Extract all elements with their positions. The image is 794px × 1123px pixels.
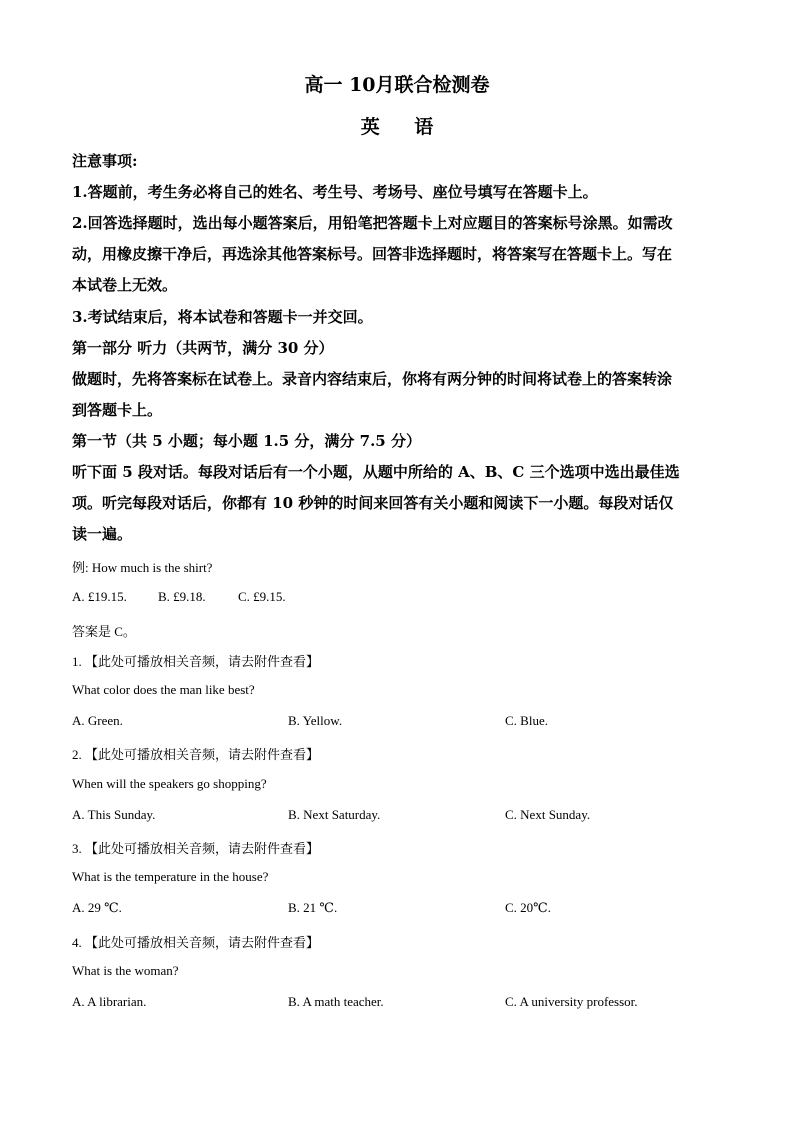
question-1-option-b: B. Yellow. (288, 713, 343, 728)
question-4-option-c: C. A university professor. (505, 994, 638, 1009)
notice-item-3: 3.考试结束后，将本试卷和答题卡一并交回。 (72, 308, 373, 326)
question-3-text: What is the temperature in the house? (72, 869, 269, 884)
question-1-option-c: C. Blue. (505, 713, 548, 728)
example-question: 例: How much is the shirt? (72, 560, 213, 575)
part1-desc-line-1: 做题时，先将答案标在试卷上。录音内容结束后，你将有两分钟的时间将试卷上的答案转涂 (72, 370, 673, 388)
section1-heading: 第一节（共 5 小题；每小题 1.5 分，满分 7.5 分） (72, 432, 421, 450)
question-2-label[interactable]: 2. 【此处可播放相关音频，请去附件查看】 (72, 747, 320, 762)
section1-desc-line-2: 项。听完每段对话后，你都有 10 秒钟的时间来回答有关小题和阅读下一小题。每段对话仅 (72, 494, 674, 512)
section1-desc-line-3: 读一遍。 (72, 525, 133, 543)
notice-item-2-line-2: 动，用橡皮擦干净后，再选涂其他答案标号。回答非选择题时，将答案写在答题卡上。写在 (72, 245, 673, 263)
question-1-label[interactable]: 1. 【此处可播放相关音频，请去附件查看】 (72, 654, 320, 669)
exam-title: 高一 10月联合检测卷 (304, 74, 490, 96)
question-1-option-a: A. Green. (72, 713, 123, 728)
question-2-option-c: C. Next Sunday. (505, 807, 591, 822)
question-1-text: What color does the man like best? (72, 682, 255, 697)
subject-title: 英 语 (360, 116, 448, 138)
question-4-label[interactable]: 4. 【此处可播放相关音频，请去附件查看】 (72, 935, 320, 950)
notice-item-2-line-1: 2.回答选择题时，选出每小题答案后，用铅笔把答题卡上对应题目的答案标号涂黑。如需改 (72, 214, 673, 232)
question-3-option-c: C. 20℃. (505, 900, 551, 915)
question-2-option-a: A. This Sunday. (72, 807, 156, 822)
part1-heading: 第一部分 听力（共两节，满分 30 分） (72, 339, 334, 357)
question-4-option-b: B. A math teacher. (288, 994, 384, 1009)
question-3-label[interactable]: 3. 【此处可播放相关音频，请去附件查看】 (72, 841, 320, 856)
example-option-a: A. £19.15. (72, 589, 127, 604)
section1-desc-line-1: 听下面 5 段对话。每段对话后有一个小题，从题中所给的 A、B、C 三个选项中选出最佳选 (72, 463, 680, 481)
example-option-c: C. £9.15. (238, 589, 286, 604)
part1-desc-line-2: 到答题卡上。 (72, 401, 163, 419)
question-2-option-b: B. Next Saturday. (288, 807, 381, 822)
question-3-option-b: B. 21 ℃. (288, 900, 338, 915)
example-answer: 答案是 C。 (72, 624, 136, 639)
question-4-text: What is the woman? (72, 963, 179, 978)
question-4-option-a: A. A librarian. (72, 994, 147, 1009)
notice-item-2-line-3: 本试卷上无效。 (72, 276, 178, 294)
notice-item-1: 1.答题前，考生务必将自己的姓名、考生号、考场号、座位号填写在答题卡上。 (72, 183, 598, 201)
notice-heading: 注意事项: (72, 152, 138, 170)
question-2-text: When will the speakers go shopping? (72, 776, 267, 791)
question-3-option-a: A. 29 ℃. (72, 900, 122, 915)
example-option-b: B. £9.18. (158, 589, 206, 604)
